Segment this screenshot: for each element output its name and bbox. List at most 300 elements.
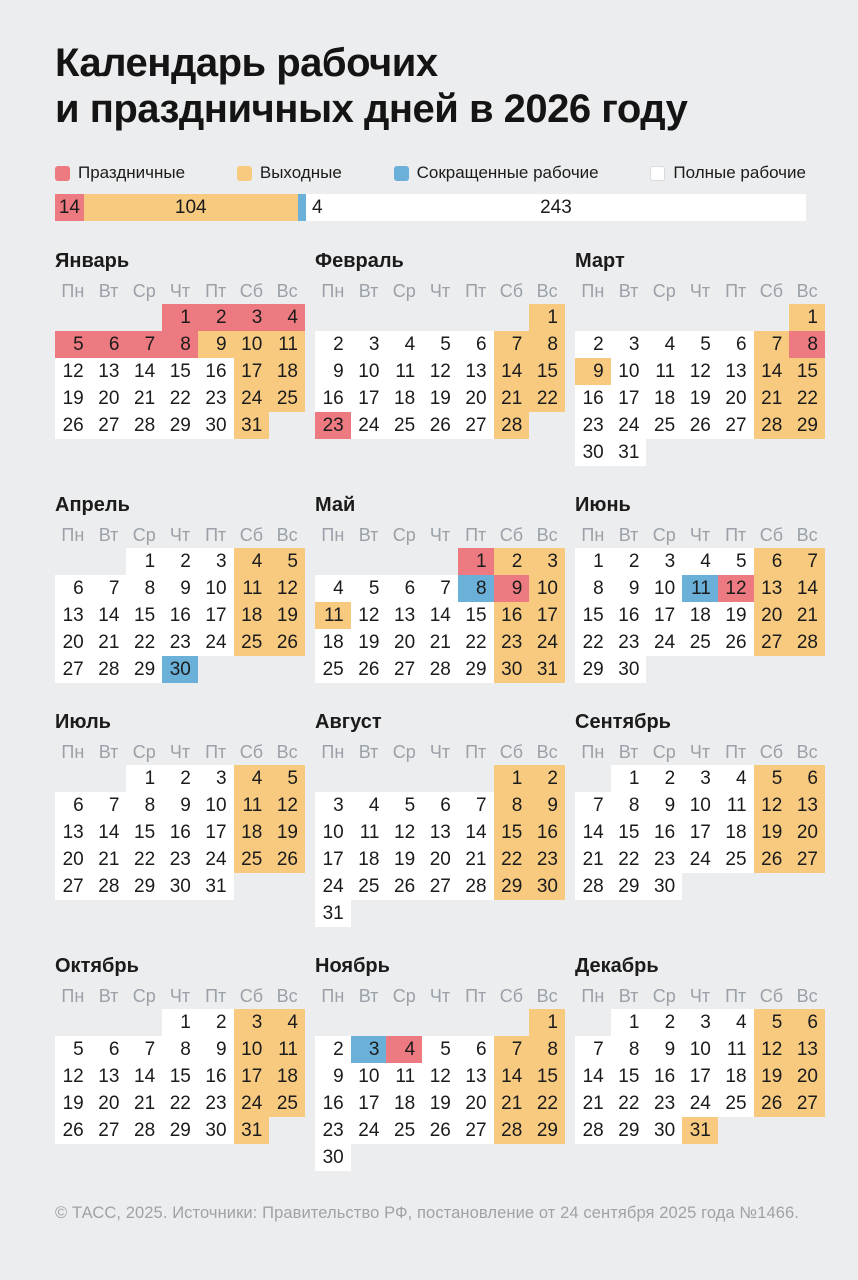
day-cell: 24 [351, 412, 387, 439]
day-cell: 4 [315, 575, 351, 602]
day-cell: 7 [91, 575, 127, 602]
empty-cell [351, 548, 387, 575]
day-cell: 30 [611, 656, 647, 683]
day-cell: 23 [198, 1090, 234, 1117]
month-block [575, 248, 825, 466]
day-cell: 23 [529, 846, 565, 873]
day-cell: 20 [789, 1063, 825, 1090]
day-cell: 1 [458, 548, 494, 575]
empty-cell [55, 548, 91, 575]
weekday-label: Ср [392, 281, 416, 301]
day-cell: 22 [529, 1090, 565, 1117]
weekday-label: Сб [239, 986, 264, 1006]
day-cell: 29 [575, 656, 611, 683]
day-cell: 24 [351, 1117, 387, 1144]
day-cell: 25 [718, 846, 754, 873]
weekday-label: Ср [392, 742, 416, 762]
bar-segment-work [306, 194, 806, 221]
empty-cell [351, 1009, 387, 1036]
day-cell: 30 [162, 873, 198, 900]
day-cell: 7 [91, 792, 127, 819]
day-cell: 8 [494, 792, 530, 819]
day-cell: 7 [422, 575, 458, 602]
weekday-label: Ср [392, 525, 416, 545]
empty-cell [91, 548, 127, 575]
day-cell: 12 [269, 575, 305, 602]
day-cell: 29 [789, 412, 825, 439]
weekday-label: Пт [205, 742, 227, 762]
day-cell: 28 [575, 873, 611, 900]
month-title: Сентябрь [575, 711, 671, 733]
weekday-label: Вт [98, 525, 119, 545]
day-cell: 17 [646, 602, 682, 629]
day-cell: 14 [575, 819, 611, 846]
day-cell: 6 [458, 331, 494, 358]
weekday-label: Чт [429, 986, 451, 1006]
day-cell: 24 [646, 629, 682, 656]
day-cell: 4 [234, 548, 270, 575]
day-cell: 15 [789, 358, 825, 385]
month-title: Ноябрь [315, 955, 390, 977]
day-cell: 17 [682, 1063, 718, 1090]
day-cell: 20 [789, 819, 825, 846]
day-cell: 25 [351, 873, 387, 900]
day-cell: 17 [234, 358, 270, 385]
day-cell: 16 [162, 602, 198, 629]
day-cell: 19 [55, 1090, 91, 1117]
weekday-label: Сб [759, 281, 784, 301]
month-block [315, 492, 565, 683]
day-cell: 21 [126, 385, 162, 412]
weekday-label: Вт [98, 281, 119, 301]
day-cell: 6 [458, 1036, 494, 1063]
day-cell: 26 [422, 1117, 458, 1144]
day-cell: 7 [494, 1036, 530, 1063]
day-cell: 2 [315, 331, 351, 358]
day-cell: 22 [126, 846, 162, 873]
day-cell: 1 [575, 548, 611, 575]
day-cell: 11 [386, 358, 422, 385]
day-cell: 3 [351, 331, 387, 358]
day-cell: 21 [575, 1090, 611, 1117]
day-cell: 28 [126, 1117, 162, 1144]
day-cell: 11 [234, 792, 270, 819]
day-cell: 30 [646, 873, 682, 900]
day-cell: 20 [55, 846, 91, 873]
month-block [575, 953, 825, 1144]
day-cell: 22 [575, 629, 611, 656]
day-cell: 18 [386, 385, 422, 412]
day-cell: 5 [718, 548, 754, 575]
day-cell: 27 [789, 1090, 825, 1117]
day-cell: 22 [162, 385, 198, 412]
weekday-label: Сб [239, 281, 264, 301]
day-cell: 5 [351, 575, 387, 602]
work-swatch-icon [650, 166, 665, 181]
day-cell: 1 [126, 765, 162, 792]
day-cell: 3 [234, 1009, 270, 1036]
day-cell: 14 [422, 602, 458, 629]
empty-cell [351, 304, 387, 331]
day-cell: 12 [269, 792, 305, 819]
day-cell: 31 [198, 873, 234, 900]
weekday-label: Вт [618, 742, 639, 762]
weekday-label: Ср [392, 986, 416, 1006]
day-cell: 27 [754, 629, 790, 656]
legend-item-weekend [237, 163, 342, 183]
empty-cell [575, 304, 611, 331]
day-cell: 9 [162, 575, 198, 602]
day-cell: 29 [126, 873, 162, 900]
day-cell: 6 [55, 792, 91, 819]
empty-cell [646, 304, 682, 331]
day-cell: 10 [646, 575, 682, 602]
weekday-label: Чт [689, 742, 711, 762]
weekday-label: Сб [239, 525, 264, 545]
empty-cell [611, 304, 647, 331]
day-cell: 5 [269, 548, 305, 575]
day-cell: 21 [494, 385, 530, 412]
weekday-header [55, 522, 305, 548]
month-block [315, 248, 565, 439]
day-cell: 24 [234, 385, 270, 412]
day-cell: 6 [789, 765, 825, 792]
day-cell: 15 [529, 1063, 565, 1090]
weekday-label: Вс [796, 986, 818, 1006]
day-cell: 10 [682, 792, 718, 819]
day-cell: 21 [126, 1090, 162, 1117]
empty-cell [422, 1009, 458, 1036]
day-cell: 2 [198, 1009, 234, 1036]
month-title: Июнь [575, 494, 631, 516]
day-cell: 27 [55, 656, 91, 683]
day-grid [55, 304, 305, 439]
weekday-label: Ср [132, 986, 156, 1006]
legend-item-holiday [55, 163, 185, 183]
day-cell: 26 [682, 412, 718, 439]
day-cell: 18 [315, 629, 351, 656]
weekday-header [55, 739, 305, 765]
day-cell: 13 [55, 602, 91, 629]
weekday-label: Ср [652, 281, 676, 301]
legend-label: Полные рабочие [673, 163, 806, 182]
day-cell: 21 [91, 629, 127, 656]
day-cell: 13 [718, 358, 754, 385]
day-cell: 19 [269, 602, 305, 629]
day-cell: 20 [55, 629, 91, 656]
day-cell: 15 [458, 602, 494, 629]
bar-segment-weekend [84, 194, 298, 221]
day-cell: 13 [91, 1063, 127, 1090]
day-cell: 25 [682, 629, 718, 656]
day-cell: 28 [126, 412, 162, 439]
day-cell: 5 [754, 1009, 790, 1036]
day-cell: 24 [315, 873, 351, 900]
weekday-label: Пт [465, 986, 487, 1006]
day-cell: 26 [754, 846, 790, 873]
day-cell: 18 [234, 819, 270, 846]
day-cell: 6 [789, 1009, 825, 1036]
day-grid [575, 1009, 825, 1144]
day-cell: 20 [718, 385, 754, 412]
weekday-label: Пн [321, 742, 345, 762]
empty-cell [575, 765, 611, 792]
day-grid [55, 765, 305, 900]
empty-cell [55, 765, 91, 792]
weekday-label: Сб [759, 986, 784, 1006]
weekday-label: Пн [581, 986, 605, 1006]
weekday-label: Чт [169, 281, 191, 301]
day-cell: 5 [55, 331, 91, 358]
day-cell: 7 [754, 331, 790, 358]
weekday-label: Пн [61, 742, 85, 762]
empty-cell [315, 304, 351, 331]
empty-cell [575, 1009, 611, 1036]
day-grid [55, 548, 305, 683]
day-cell: 25 [269, 1090, 305, 1117]
day-cell: 15 [529, 358, 565, 385]
legend-item-work [650, 163, 806, 183]
empty-cell [422, 304, 458, 331]
day-cell: 1 [611, 765, 647, 792]
month-title: Декабрь [575, 955, 659, 977]
day-cell: 6 [386, 575, 422, 602]
day-cell: 21 [422, 629, 458, 656]
day-cell: 16 [315, 1090, 351, 1117]
day-cell: 1 [162, 1009, 198, 1036]
day-cell: 12 [422, 358, 458, 385]
day-cell: 25 [646, 412, 682, 439]
weekday-label: Пн [61, 525, 85, 545]
day-cell: 11 [269, 331, 305, 358]
month-title: Май [315, 494, 356, 516]
day-cell: 8 [162, 331, 198, 358]
day-cell: 9 [529, 792, 565, 819]
weekday-label: Вс [276, 525, 298, 545]
empty-cell [422, 548, 458, 575]
day-cell: 29 [494, 873, 530, 900]
legend-item-short [394, 163, 599, 183]
day-cell: 18 [646, 385, 682, 412]
day-cell: 13 [754, 575, 790, 602]
day-cell: 4 [682, 548, 718, 575]
day-cell: 14 [754, 358, 790, 385]
weekday-label: Ср [652, 742, 676, 762]
weekday-label: Чт [429, 742, 451, 762]
weekday-label: Пн [581, 525, 605, 545]
day-grid [575, 548, 825, 683]
day-cell: 9 [575, 358, 611, 385]
weekday-label: Вт [98, 742, 119, 762]
weekday-label: Пн [321, 281, 345, 301]
day-cell: 10 [351, 1063, 387, 1090]
weekday-label: Чт [689, 986, 711, 1006]
day-cell: 15 [575, 602, 611, 629]
day-cell: 14 [126, 1063, 162, 1090]
day-cell: 31 [529, 656, 565, 683]
day-cell: 9 [162, 792, 198, 819]
day-cell: 4 [386, 331, 422, 358]
day-cell: 19 [351, 629, 387, 656]
day-cell: 2 [198, 304, 234, 331]
day-cell: 26 [351, 656, 387, 683]
day-cell: 27 [386, 656, 422, 683]
day-cell: 21 [494, 1090, 530, 1117]
day-cell: 22 [611, 1090, 647, 1117]
weekday-label: Чт [169, 742, 191, 762]
day-cell: 19 [55, 385, 91, 412]
bar-segment-label: 243 [540, 196, 572, 218]
day-cell: 27 [789, 846, 825, 873]
day-cell: 12 [422, 1063, 458, 1090]
empty-cell [386, 765, 422, 792]
day-cell: 6 [718, 331, 754, 358]
day-cell: 23 [315, 1117, 351, 1144]
day-cell: 28 [789, 629, 825, 656]
day-cell: 27 [55, 873, 91, 900]
day-cell: 29 [162, 1117, 198, 1144]
day-cell: 26 [55, 1117, 91, 1144]
weekday-label: Вс [276, 281, 298, 301]
month-title: Октябрь [55, 955, 139, 977]
day-cell: 23 [162, 846, 198, 873]
weekday-label: Вс [796, 525, 818, 545]
day-grid [55, 1009, 305, 1144]
day-cell: 7 [575, 792, 611, 819]
day-cell: 5 [422, 331, 458, 358]
day-cell: 10 [682, 1036, 718, 1063]
day-cell: 30 [529, 873, 565, 900]
weekday-label: Пт [725, 986, 747, 1006]
day-cell: 12 [754, 1036, 790, 1063]
month-title: Январь [55, 250, 130, 272]
day-cell: 18 [351, 846, 387, 873]
day-cell: 13 [91, 358, 127, 385]
day-cell: 5 [269, 765, 305, 792]
day-cell: 30 [494, 656, 530, 683]
bar-segment-label: 104 [174, 196, 207, 218]
day-cell: 8 [126, 792, 162, 819]
day-cell: 16 [198, 1063, 234, 1090]
day-cell: 27 [458, 1117, 494, 1144]
bar-segment-short [298, 194, 323, 221]
day-grid [575, 304, 825, 466]
day-cell: 2 [162, 548, 198, 575]
weekday-label: Пн [61, 986, 85, 1006]
day-cell: 22 [458, 629, 494, 656]
day-cell: 30 [575, 439, 611, 466]
day-cell: 14 [126, 358, 162, 385]
day-cell: 10 [198, 575, 234, 602]
weekday-label: Чт [169, 525, 191, 545]
bar-segment-label: 4 [311, 197, 323, 218]
weekday-label: Вс [276, 742, 298, 762]
weekday-header [315, 522, 565, 548]
day-cell: 14 [575, 1063, 611, 1090]
day-grid [315, 765, 565, 927]
day-cell: 4 [718, 765, 754, 792]
day-cell: 21 [91, 846, 127, 873]
weekday-label: Вс [536, 742, 558, 762]
day-cell: 9 [315, 358, 351, 385]
weekday-label: Чт [169, 986, 191, 1006]
day-cell: 26 [386, 873, 422, 900]
infographic [55, 40, 818, 1223]
weekday-label: Пт [465, 742, 487, 762]
day-cell: 8 [789, 331, 825, 358]
weekday-label: Пт [725, 281, 747, 301]
month-block [55, 492, 305, 683]
empty-cell [91, 304, 127, 331]
empty-cell [458, 765, 494, 792]
month-block [55, 709, 305, 900]
day-cell: 12 [55, 358, 91, 385]
day-cell: 7 [789, 548, 825, 575]
weekday-label: Вс [536, 986, 558, 1006]
day-cell: 11 [234, 575, 270, 602]
day-cell: 16 [646, 819, 682, 846]
day-cell: 27 [458, 412, 494, 439]
empty-cell [682, 304, 718, 331]
day-cell: 4 [351, 792, 387, 819]
day-cell: 19 [422, 385, 458, 412]
day-cell: 17 [198, 819, 234, 846]
bar-segment-holiday [55, 194, 84, 221]
page-title-line1: Календарь рабочих [55, 41, 438, 85]
day-cell: 29 [126, 656, 162, 683]
weekday-label: Пт [205, 525, 227, 545]
empty-cell [494, 1009, 530, 1036]
day-cell: 6 [55, 575, 91, 602]
day-cell: 15 [611, 819, 647, 846]
day-cell: 16 [646, 1063, 682, 1090]
month-block [315, 953, 565, 1171]
day-cell: 15 [162, 1063, 198, 1090]
day-cell: 20 [458, 1090, 494, 1117]
weekday-header [55, 983, 305, 1009]
day-cell: 6 [754, 548, 790, 575]
day-cell: 26 [718, 629, 754, 656]
weekday-label: Ср [652, 525, 676, 545]
day-cell: 25 [386, 412, 422, 439]
bar-segment-label: 14 [58, 196, 80, 218]
day-cell: 18 [269, 358, 305, 385]
weekday-label: Сб [499, 281, 524, 301]
day-cell: 24 [529, 629, 565, 656]
empty-cell [458, 304, 494, 331]
day-cell: 3 [234, 304, 270, 331]
day-cell: 12 [351, 602, 387, 629]
weekday-label: Вт [618, 986, 639, 1006]
day-cell: 21 [754, 385, 790, 412]
day-cell: 2 [575, 331, 611, 358]
day-cell: 3 [682, 765, 718, 792]
day-cell: 19 [269, 819, 305, 846]
day-cell: 26 [422, 412, 458, 439]
weekday-label: Сб [759, 525, 784, 545]
weekday-label: Чт [689, 281, 711, 301]
day-cell: 29 [529, 1117, 565, 1144]
day-cell: 20 [754, 602, 790, 629]
day-cell: 8 [162, 1036, 198, 1063]
day-cell: 30 [646, 1117, 682, 1144]
day-cell: 28 [575, 1117, 611, 1144]
day-cell: 14 [91, 602, 127, 629]
day-cell: 13 [789, 792, 825, 819]
day-cell: 23 [162, 629, 198, 656]
day-cell: 17 [682, 819, 718, 846]
legend [55, 163, 806, 183]
